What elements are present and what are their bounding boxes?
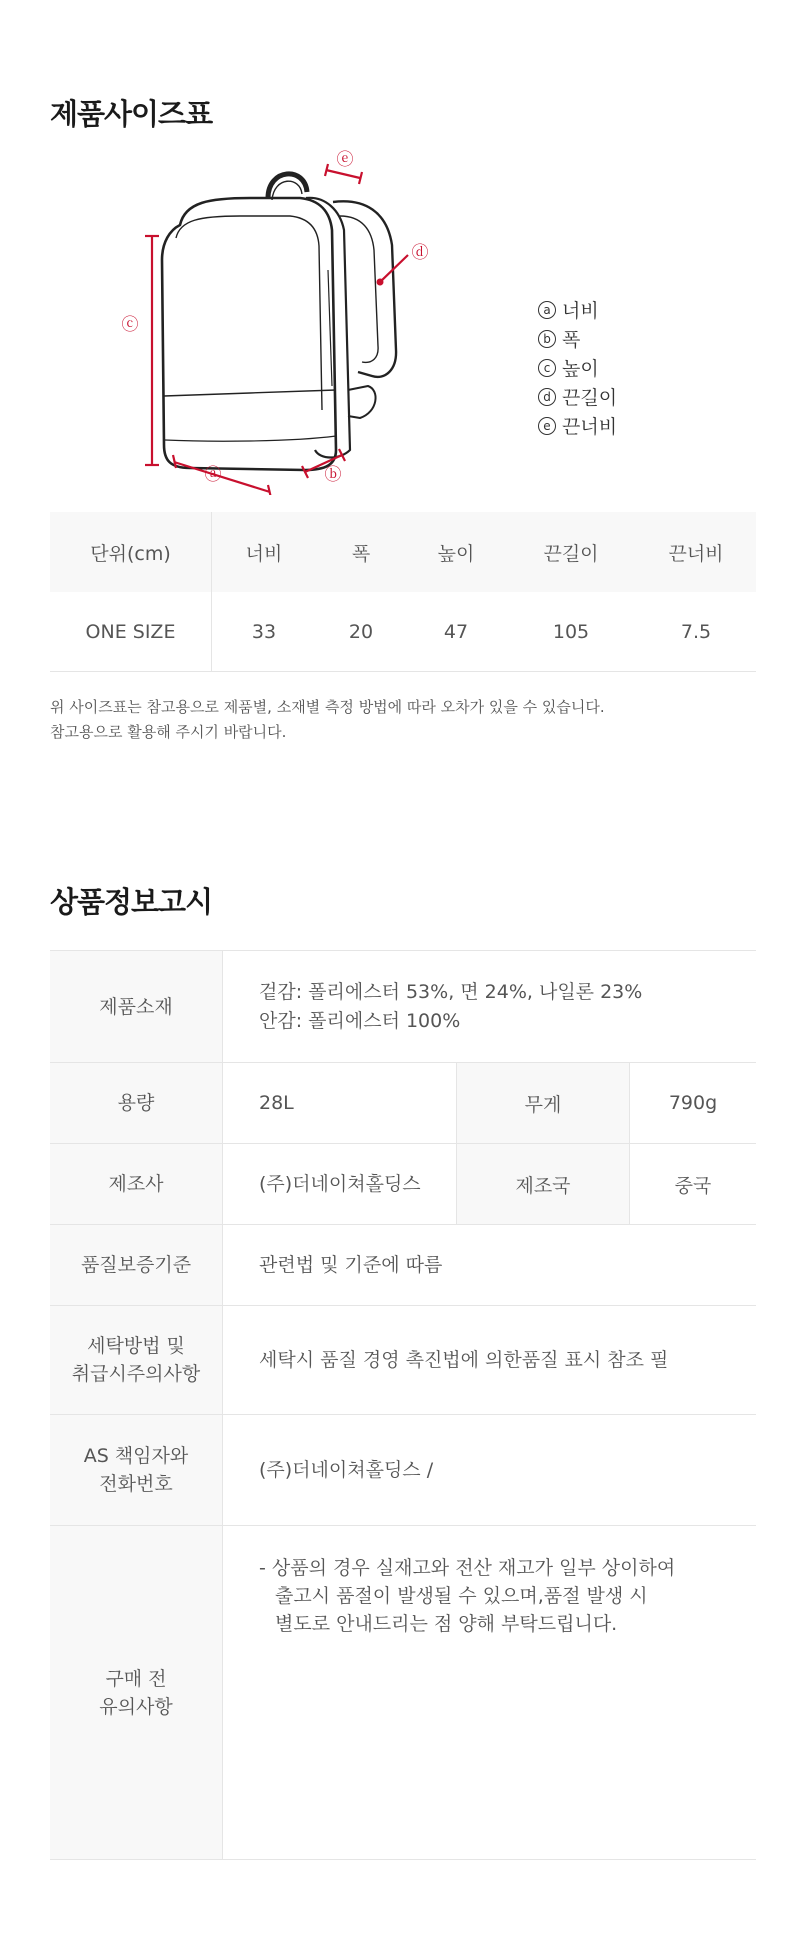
note-line: 참고용으로 활용해 주시기 바랍니다. — [50, 723, 287, 741]
header-cell-depth: 폭 — [351, 542, 371, 565]
header-cell-height: 높이 — [437, 542, 475, 565]
table-row — [50, 592, 756, 672]
legend-mark-b: b — [538, 330, 556, 348]
label-country: 제조국 — [456, 1144, 630, 1224]
legend-label: 끈길이 — [562, 387, 618, 409]
value-manufacturer: (주)더네이쳐홀딩스 — [259, 1172, 421, 1195]
material-line: 겉감: 폴리에스터 53%, 면 24%, 나일론 23% — [259, 980, 643, 1003]
legend-label: 폭 — [562, 329, 581, 351]
cell-size-name: ONE SIZE — [50, 592, 212, 672]
cell-width: 33 — [251, 620, 277, 643]
value-material — [223, 951, 756, 1062]
size-legend — [538, 295, 617, 440]
legend-mark-e: e — [538, 417, 556, 435]
legend-item-height — [538, 353, 617, 382]
label-manufacturer: 제조사 — [50, 1144, 223, 1224]
legend-item-depth — [538, 324, 617, 353]
legend-item-strap-width — [538, 411, 617, 440]
size-chart-title: 제품사이즈표 — [50, 97, 213, 131]
label-as-contact — [50, 1415, 223, 1525]
value-washing: 세탁시 품질 경영 촉진법에 의한품질 표시 참조 필 — [259, 1348, 669, 1371]
header-cell-strap-width: 끈너비 — [668, 542, 724, 565]
diagram-mark-d: ⓓ — [411, 243, 429, 263]
table-row-washing — [50, 1306, 756, 1415]
product-info-table — [50, 950, 756, 1860]
diagram-mark-a: ⓐ — [204, 465, 222, 485]
legend-label: 끈너비 — [562, 416, 618, 438]
size-table-header — [50, 512, 756, 592]
table-row-manufacturer — [50, 1144, 756, 1225]
table-row-as-contact — [50, 1415, 756, 1526]
value-country: 중국 — [674, 1174, 712, 1197]
legend-item-strap-length — [538, 382, 617, 411]
diagram-mark-c: ⓒ — [121, 315, 139, 335]
label-weight: 무게 — [456, 1063, 630, 1143]
label-line: 전화번호 — [99, 1473, 173, 1495]
value-capacity: 28L — [259, 1091, 294, 1114]
legend-mark-a: a — [538, 301, 556, 319]
product-info-title: 상품정보고시 — [50, 885, 213, 919]
label-material: 제품소재 — [50, 951, 223, 1062]
size-table — [50, 512, 756, 672]
label-line: 취급시주의사항 — [71, 1363, 201, 1385]
diagram-mark-b: ⓑ — [324, 465, 342, 485]
cell-strap-length: 105 — [552, 620, 590, 643]
notice-line: - 상품의 경우 실재고와 전산 재고가 일부 상이하여 — [259, 1557, 676, 1579]
value-weight: 790g — [668, 1092, 718, 1114]
value-quality: 관련법 및 기준에 따름 — [259, 1253, 443, 1276]
label-line: 구매 전 — [105, 1667, 167, 1690]
label-line: 유의사항 — [99, 1695, 173, 1718]
table-row-material — [50, 951, 756, 1063]
label-line: 세탁방법 및 — [87, 1335, 185, 1357]
label-notice — [50, 1526, 223, 1859]
value-as-contact: (주)더네이쳐홀딩스 / — [259, 1458, 434, 1481]
label-capacity: 용량 — [50, 1063, 223, 1143]
table-row-quality — [50, 1225, 756, 1306]
cell-depth: 20 — [348, 620, 374, 643]
value-notice — [223, 1526, 675, 1638]
diagram-mark-e: ⓔ — [336, 150, 354, 170]
header-cell-width: 너비 — [245, 542, 283, 565]
backpack-size-diagram — [110, 150, 460, 495]
legend-mark-d: d — [538, 388, 556, 406]
size-note — [50, 695, 605, 745]
legend-item-width — [538, 295, 617, 324]
label-washing — [50, 1306, 223, 1414]
legend-mark-c: c — [538, 359, 556, 377]
notice-line: 출고시 품절이 발생될 수 있으며,품절 발생 시 — [275, 1585, 648, 1607]
notice-line: 별도로 안내드리는 점 양해 부탁드립니다. — [275, 1613, 618, 1635]
cell-height: 47 — [443, 620, 469, 643]
legend-label: 너비 — [562, 300, 599, 322]
legend-label: 높이 — [562, 358, 599, 380]
header-cell-unit: 단위(cm) — [50, 512, 212, 592]
header-cell-strap-length: 끈길이 — [543, 542, 599, 565]
table-row-notice — [50, 1526, 756, 1860]
material-line: 안감: 폴리에스터 100% — [259, 1009, 461, 1032]
label-line: AS 책임자와 — [83, 1445, 189, 1467]
note-line: 위 사이즈표는 참고용으로 제품별, 소재별 측정 방법에 따라 오차가 있을 수 있습니다. — [50, 698, 605, 716]
cell-strap-width: 7.5 — [680, 620, 712, 643]
table-row-capacity — [50, 1063, 756, 1144]
label-quality: 품질보증기준 — [50, 1225, 223, 1305]
